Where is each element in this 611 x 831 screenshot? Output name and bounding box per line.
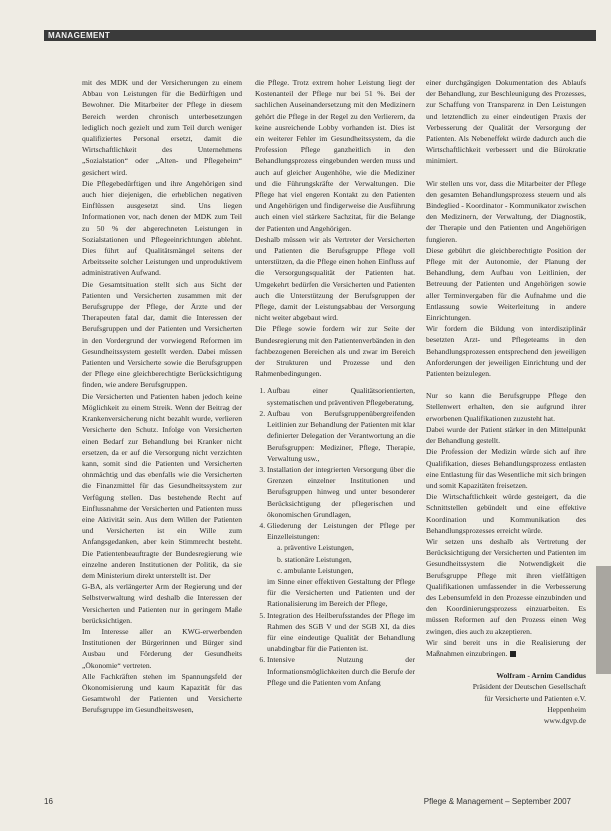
list-item [267,520,415,610]
publication-footer: Pflege & Management – September 2007 [423,797,571,806]
page-side-tab [596,566,611,674]
paragraph: Diese gebührt die gleichberechtigte Position der Pflege mit der Autonomie, der Planung der Behandlung, dem Aufbau von Leitlinien, der Betreuung der Patienten und Angehörigen sowie aller Terminvergaben für die Aufnahme und die Entlassung sowie Weiterleitung in andere Einrichtungen. [426,245,586,323]
list-item: 5. Integration des Heilberufsstandes der Pflege im Rahmen des SGB V und der SGB XI, da dies für eine eindeutige Qualität der Behandlung unabdingbar für die Patienten ist. [267,610,415,655]
list-item-text: Gliederung der Leistungen der Pflege per Einzelleistungen: [267,520,415,542]
text-column-2 [255,77,415,797]
paragraph: Nur so kann die Berufsgruppe Pflege den Stellenwert erhalten, den sie aufgrund ihrer erworbenen Qualifikationen zuzusteht hat. [426,391,586,423]
author-city: Heppenheim [547,704,586,714]
author-name: Wolfram - Arnim Candidus [496,671,586,681]
paragraph: die Pflege. Trotz extrem hoher Leistung liegt der Kostenanteil der Pflege nur bei 51 %. Bei der sachlichen Auseinandersetzung mit den Medizinern gehört die Pflege in der Regel zu den Verlierern, da keine ausreichende Lobby vorhanden ist. Dies ist ein weiterer Fehler im Gesundheitssystem, da die Profession Pflege ganzheitlich in den Behandlungsprozess eingebunden werden muss und auch auf gleicher Augenhöhe, wie die Mediziner und die Führungskräfte der Verwaltungen. Die Pflege hat viel engeren Kontakt zu den Patienten und Angehörigen und findigerweise die Ausführung auch einen viel stärkere Sachzitat, für die Belange der Patienten und Angehörigen. [255,78,415,233]
author-organization: für Versicherte und Patienten e.V. [484,693,586,703]
paragraph: Die Profession der Medizin würde sich auf ihre Qualifikation, dieses Behandlungsprozess entlasten eine Entlastung für das Wesentliche mit sich bringen und somit Kapazitäten freisetzen. [426,447,586,490]
sub-list-item: c. ambulante Leistungen, [277,565,354,575]
paragraph: Die Gesamtsituation stellt sich aus Sicht der Patienten und Versicherten zusammen mit der Berufsgruppe der Pflege, der Ärzte und der Therapeuten fatal dar, damit die Interessen der Berufsgruppen und der Patienten und Versicherten in den Vordergrund der vorwiegend Reformen im Gesundheitssystem gestellt werden. Dabei müssen Patienten und Versicherte sowie die Berufsgruppen der Pflege eine gleichberechtigte Berücksichtigung finden, wie andere Berufsgruppen. [82,279,242,390]
paragraph: Die Versicherten und Patienten haben jedoch keine Möglichkeit zu einem Streik. Wenn der Beitrag der Krankenversicherung nicht bezahlt wurde, verlieren Versicherte den Schutz. Infolge von Versicherten einen Bedarf zur Behandlung bei Kranker nicht ersetzen, da er auf die Versorgung nicht verzichten kann, somit sind die Patienten und Versicherten ohnmächtig und das ebenfalls wie die Versicherten die Finanzmittel für das Gesundheitssystem zur Verfügung stellen. Das bestehende Recht auf Einflussnahme der Versicherten und Patienten muss eine Aktivität sein. Aus dem Willen der Patienten und Versicherten ist ein Wille zum Anfangsgedanken, aber kein Stimmrecht besteht. Die Patientenbeauftragte der Bundesregierung wie einzelne anderen Institutionen der Politik, da sie dem Ministerium direkt unterstellt ist. Der [82,391,242,580]
demands-list [255,385,415,687]
section-header-bar [44,30,596,41]
paragraph: Die Wirtschaftlichkeit würde gesteigert, da die Schnittstellen gebündelt und eine effektive Koordination und Kommunikation des Behandlungsprozesses erreicht würde. [426,492,586,535]
list-item: 1. Aufbau einer Qualitätsorientierten, systematischen und präventiven Pflegeberatung, [267,385,415,407]
closing-paragraph: Wir sind bereit uns in die Realisierung der Maßnahmen einzubringen. [426,637,586,658]
paragraph: Alle Fachkräften stehen im Spannungsfeld der Ökonomisierung und kaum Kapazität für das Gesamtwohl der Patienten und Versicherte Berufsgruppe im Gesundheitswesen, [82,671,242,715]
page-number: 16 [44,797,53,806]
sub-list-item: a. präventive Leistungen, [277,543,354,553]
paragraph: einer durchgängigen Dokumentation des Ablaufs der Behandlung, zur Beschleunigung des Prozesses, zur Schaffung von Transparenz in Den Leistungen und letztendlich zu einer eindeutigen Praxis der Verbesserung der Qualität der Versorgung der Patienten. Als Nebeneffekt würde dadurch auch die Wirtschaftlichkeit verbessert und die Bürokratie minimiert. [426,78,586,166]
paragraph: Wir stellen uns vor, dass die Mitarbeiter der Pflege den gesamten Behandlungsprozess steuern und als Bindeglied - Koordinator - Kommunikator zwischen den Medizinern, der Verwaltung, der Diagnostik, der Therapie und den Patienten und Angehörigen fungieren. [426,178,586,244]
paragraph: Im Interesse aller an KWG-erwerbenden Institutionen der Bürgerinnen und Bürger sind Ausbau und Förderung der Gesundheits „Ökonomie“ vertreten. [82,626,242,670]
list-item: 6. Intensive Nutzung der Informationsmöglichkeiten durch die Berufe der Pflege und die Patienten vom Anfang [267,654,415,688]
list-item: 3. Installation der integrierten Versorgung über die Grenzen einzelner Institutionen und Berufsgruppen hinweg und unter besonderer Berücksichtigung der pflegerischen und ökonomischen Grundlagen, [267,464,415,520]
sub-list-item: b. stationäre Leistungen, [277,554,352,564]
paragraph: G-BA, als verlängerter Arm der Regierung und der Selbstverwaltung wird deshalb die Interessen der Versicherten und Patienten nur in geringem Maße berücksichtigen. [82,582,242,625]
section-label: MANAGEMENT [48,31,111,40]
text-column-3 [426,77,586,797]
paragraph: Deshalb müssen wir als Vertreter der Versicherten und Patienten die Berufsgruppe Pflege voll unterstützen, da die Pflege einen hohen Einfluss auf die Versorgungsqualität der Patienten hat. Umgekehrt bedürfen die Versicherten und Patienten auch die Unterstützung der Berufsgruppen der Pflege, damit der Leistungsabbau der Versorgung nicht weiter abgebaut wird. [255,234,415,323]
paragraph: Wir setzen uns deshalb als Vertretung der Berücksichtigung der Versicherten und Patienten im Gesundheitssystem die Notwendigkeit die Berufsgruppe Pflege mit ihren vielfältigen Qualifikationen umfassender in die Verbesserung des Lebensumfeld in den Prozesse einzubinden und den Koordinierungsprozess einzuarbeiten. Es müssen Reformen auf den Prozess einen Weg zwingen, dies auch zu akzeptieren. [426,536,586,636]
sub-list [267,542,415,576]
list-item-continuation: im Sinne einer effektiven Gestaltung der Pflege für die Versicherten und Patienten und der Rationalisierung im Bereich der Pflege, [267,576,415,609]
list-item: 2. Aufbau von Berufsgruppenübergreifenden Leitlinien zur Behandlung der Patienten mit klar definierter Delegation der Verantwortung an die Berufsgruppen: Mediziner, Pflege, Therapie, Verwaltung usw., [267,408,415,464]
author-role: Präsident der Deutschen Gesellschaft [472,682,586,692]
signature-block [426,670,586,726]
author-website: www.dgvp.de [543,715,586,725]
paragraph: mit des MDK und der Versicherungen zu einem Abbau von Leistungen für die Bedürftigen und Bewohner. Die Mitarbeiter der Pflege in diesem Bereich werden chronisch unterbesetzungen lediglich noch gezielt und zum Teil durch weniger qualifiziertes Personal ersetzt, damit die Wirtschaftlichkeit des Unternehmens „Sozialstation“ oder „Alten- und Pflegeheim“ gesichert wird. [82,78,242,177]
paragraph: Dabei wurde der Patient stärker in den Mittelpunkt der Behandlung gestellt. [426,424,586,446]
end-of-article-mark [510,651,516,657]
paragraph: Die Pflege sowie fordern wir zur Seite der Bundesregierung mit den Patientenverbänden in den fachbezogenen Bereichen als und zwar im Bereich der Strukturen und Prozesse und den Rahmenbedingungen. [255,324,415,379]
text-column-1 [82,77,242,797]
paragraph: Die Pflegebedürftigen und ihre Angehörigen sind auch hier diejenigen, die erheblichen negativen Einflüssen ausgesetzt sind. Uns liegen Informationen vor, nach denen der MDK zum Teil zu 50 % der abgerechneten Leistungen in Sozialstationen und Pflegeeinrichtungen ablehnt. Dies führt auf Qualitätsmängel seitens der Arbeitsseite solcher Leistungen und unproduktivem administrativen Aufwand. [82,178,242,278]
paragraph: Wir fordern die Bildung von interdisziplinär besetzten Arzt- und Pflegeteams in den Behandlungsprozessen entsprechend den jeweiligen Anforderungen der jeweiligen Einrichtung und der Patienten beizulegen. [426,324,586,379]
